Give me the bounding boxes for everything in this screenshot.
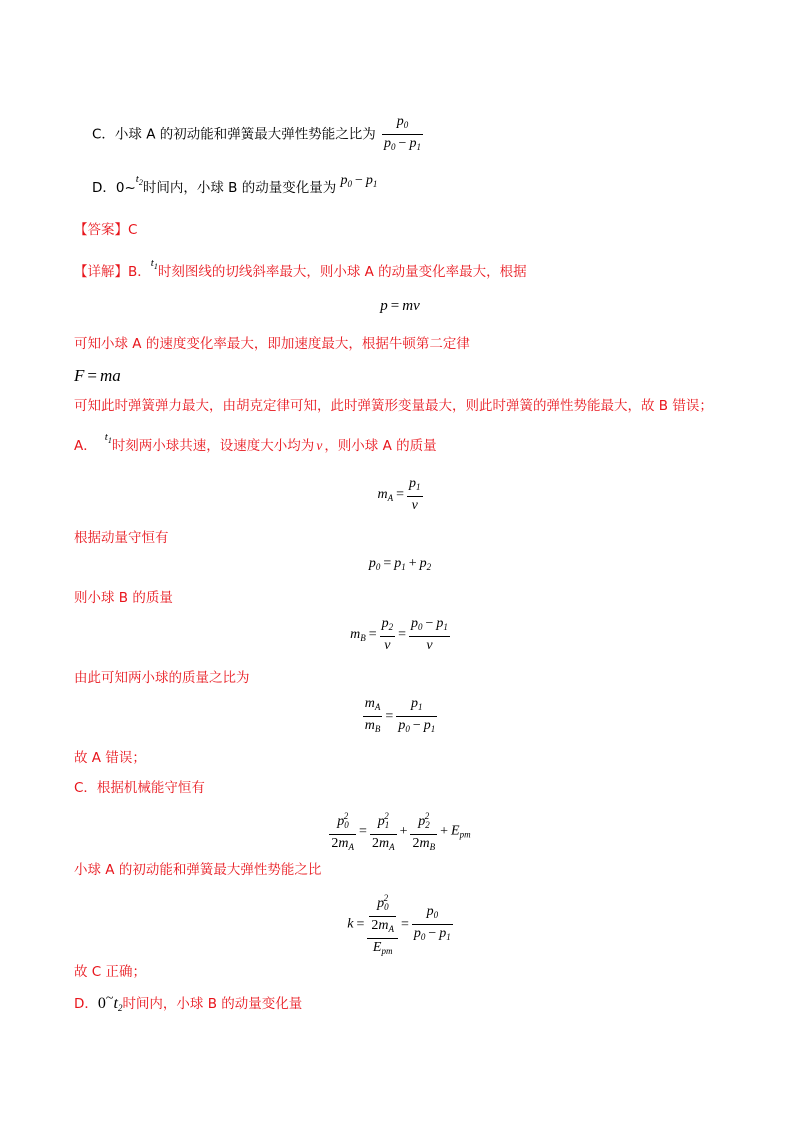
t2-symbol: t2 [135, 173, 143, 188]
t1-symbol: t1 [150, 257, 158, 272]
detail-a-line: A．$^{t_1}$时刻两小球共速，设速度大小均为 v ，则小球 A 的质量 [74, 431, 437, 454]
formula-mb: $m_B$ = $\frac{p_2}{v}$ = $\frac{p_0 - p_1}{v}$ [350, 616, 448, 653]
detail-c-head: C．根据机械能守恒有 [74, 780, 205, 796]
formula-p-mv: p = mv [380, 298, 420, 314]
option-c-fraction: $\frac{p_0}{p_0 - p_1}$ [384, 114, 421, 152]
answer: 【答案】C [74, 222, 138, 238]
formula-f-ma: F = ma [74, 366, 121, 385]
option-c [92, 114, 423, 155]
detail-c-right: 故 C 正确； [74, 964, 147, 980]
detail-ratio-line: 由此可知两小球的质量之比为 [74, 670, 250, 686]
detail-mb-line: 则小球 B 的质量 [74, 590, 173, 606]
detail-line-2: 可知小球 A 的速度变化率最大，即加速度最大，根据牛顿第二定律 [74, 336, 470, 352]
formula-energy: $\frac{p_0^2}{2m_A}$ = $\frac{p_1^2}{2m_A}$ + $\frac{p_2^2}{2m_B}$ + $E_{pm}$ [0, 808, 800, 855]
formula-momentum: $p_0 = p_1 + p_2$ [368, 556, 432, 572]
detail-momentum-line: 根据动量守恒有 [74, 530, 169, 546]
option-d [92, 173, 378, 203]
detail-line-3: 可知此时弹簧弹力最大，由胡克定律可知，此时弹簧形变量最大，则此时弹簧的弹性势能最大，故 B 错误； [74, 398, 713, 414]
t1-symbol-a: t1 [104, 431, 112, 446]
formula-ma: $m_A$ = $\frac{p_1}{v}$ [377, 476, 421, 513]
detail-b-line: 【详解】B．$^{t_1}$时刻图线的切线斜率最大，则小球 A 的动量变化率最大，根据 [74, 257, 527, 280]
formula-k: k = $\frac{\frac{p_0^2}{2m_A}}{E_{pm}}$ = $\frac{p_0}{p_0 - p_1}$ [0, 890, 800, 959]
formula-mass-ratio: $\frac{m_A}{m_B}$ = $\frac{p_1}{p_0 - p_1}$ [364, 696, 436, 734]
detail-c-line2: 小球 A 的初动能和弹簧最大弹性势能之比 [74, 862, 322, 878]
option-d-prefix: D．0~ [92, 180, 136, 196]
detail-a-wrong: 故 A 错误； [74, 750, 146, 766]
detail-d-line: D．$0\sim t_2$时间内，小球 B 的动量变化量 [74, 991, 303, 1013]
option-c-text: C．小球 A 的初动能和弹簧最大弹性势能之比为 [92, 126, 376, 143]
option-d-text: 时间内，小球 B 的动量变化量为 [142, 180, 337, 196]
option-d-formula: $p_0 - p_1$ [340, 173, 378, 189]
